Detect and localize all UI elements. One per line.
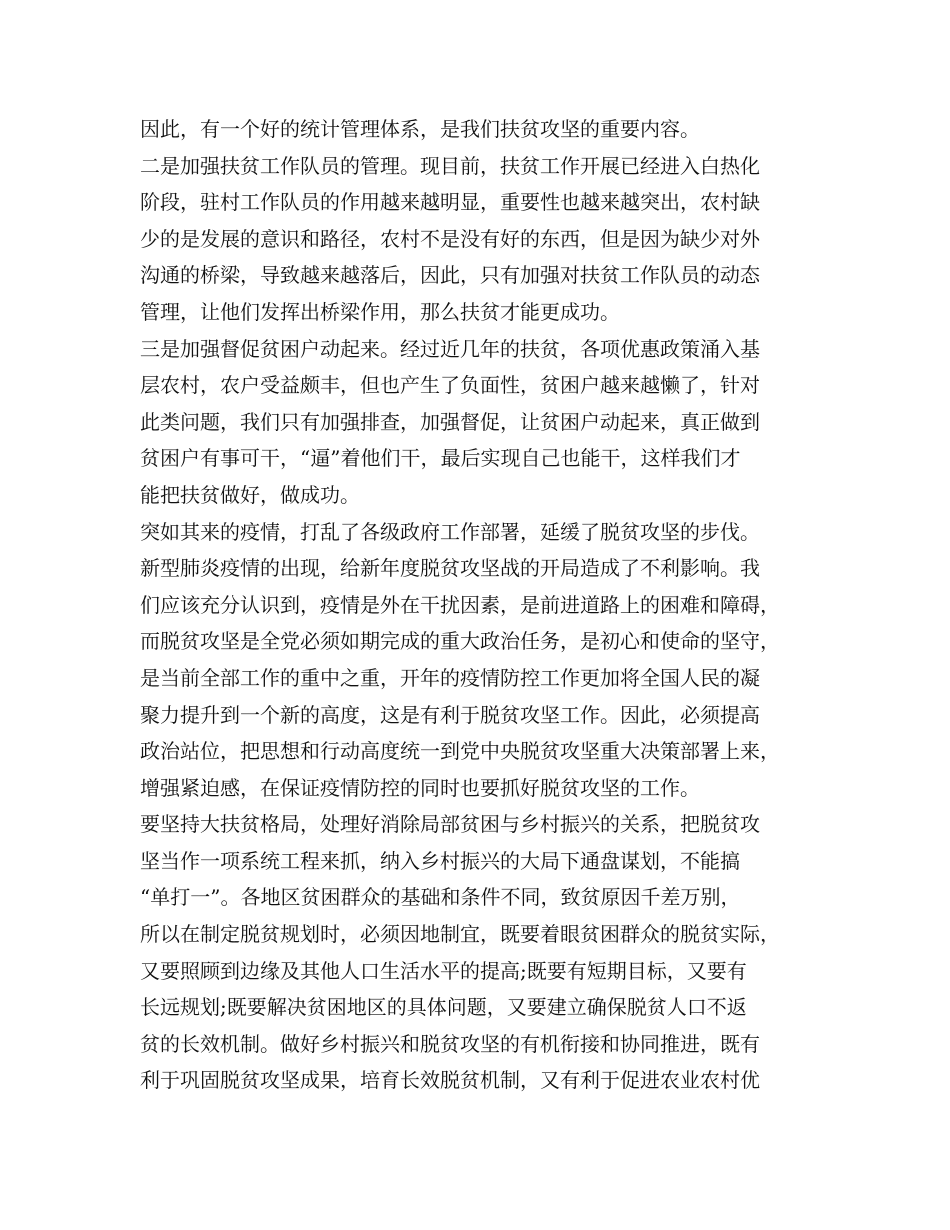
text-line: 因此，有一个好的统计管理体系，是我们扶贫攻坚的重要内容。 (140, 117, 700, 141)
text-line: 利于巩固脱贫攻坚成果，培育长效脱贫机制，又有利于促进农业农村优 (140, 1068, 760, 1093)
text-line: 增强紧迫感，在保证疫情防控的同时也要抓好脱贫攻坚的工作。 (140, 775, 700, 800)
text-line: 管理，让他们发挥出桥梁作用，那么扶贫才能更成功。 (140, 299, 620, 324)
text-line: 是当前全部工作的重中之重，开年的疫情防控工作更加将全国人民的凝 (140, 665, 760, 690)
document-body (140, 111, 830, 1099)
text-line: 能把扶贫做好，做成功。 (140, 482, 360, 507)
text-line: 们应该充分认识到，疫情是外在干扰因素，是前进道路上的困难和障碍， (140, 592, 780, 617)
text-line: 沟通的桥梁，导致越来越落后，因此，只有加强对扶贫工作队员的动态 (140, 263, 760, 288)
text-line: 层农村，农户受益颇丰，但也产生了负面性，贫困户越来越懒了，针对 (140, 373, 760, 398)
text-line: 聚力提升到一个新的高度，这是有利于脱贫攻坚工作。因此，必须提高 (140, 702, 760, 727)
text-line: 贫困户有事可干，“逼”着他们干，最后实现自己也能干，这样我们才 (140, 446, 741, 471)
text-line: 长远规划;既要解决贫困地区的具体问题，又要建立确保脱贫人口不返 (140, 995, 747, 1020)
text-line: 少的是发展的意识和路径，农村不是没有好的东西，但是因为缺少对外 (140, 226, 760, 251)
text-line: 突如其来的疫情，打乱了各级政府工作部署，延缓了脱贫攻坚的步伐。 (140, 519, 760, 544)
text-line: 阶段，驻村工作队员的作用越来越明显，重要性也越来越突出，农村缺 (140, 190, 760, 215)
text-line: 贫的长效机制。做好乡村振兴和脱贫攻坚的有机衔接和协同推进，既有 (140, 1031, 760, 1056)
text-line: 而脱贫攻坚是全党必须如期完成的重大政治任务，是初心和使命的坚守， (140, 629, 780, 654)
text-line: 新型肺炎疫情的出现，给新年度脱贫攻坚战的开局造成了不利影响。我 (140, 556, 760, 581)
text-line: 三是加强督促贫困户动起来。经过近几年的扶贫，各项优惠政策涌入基 (140, 336, 760, 361)
text-line: 坚当作一项系统工程来抓，纳入乡村振兴的大局下通盘谋划，不能搞 (140, 848, 740, 873)
text-line: 又要照顾到边缘及其他人口生活水平的提高;既要有短期目标，又要有 (140, 958, 747, 983)
text-line: 此类问题，我们只有加强排查，加强督促，让贫困户动起来，真正做到 (140, 409, 760, 434)
text-line: “单打一”。各地区贫困群众的基础和条件不同，致贫原因千差万别， (140, 885, 741, 910)
text-line: 要坚持大扶贫格局，处理好消除局部贫困与乡村振兴的关系，把脱贫攻 (140, 812, 760, 837)
text-line: 政治站位，把思想和行动高度统一到党中央脱贫攻坚重大决策部署上来， (140, 739, 780, 764)
text-line: 所以在制定脱贫规划时，必须因地制宜，既要着眼贫困群众的脱贫实际， (140, 922, 780, 947)
text-line: 二是加强扶贫工作队员的管理。现目前，扶贫工作开展已经进入白热化 (140, 153, 760, 178)
